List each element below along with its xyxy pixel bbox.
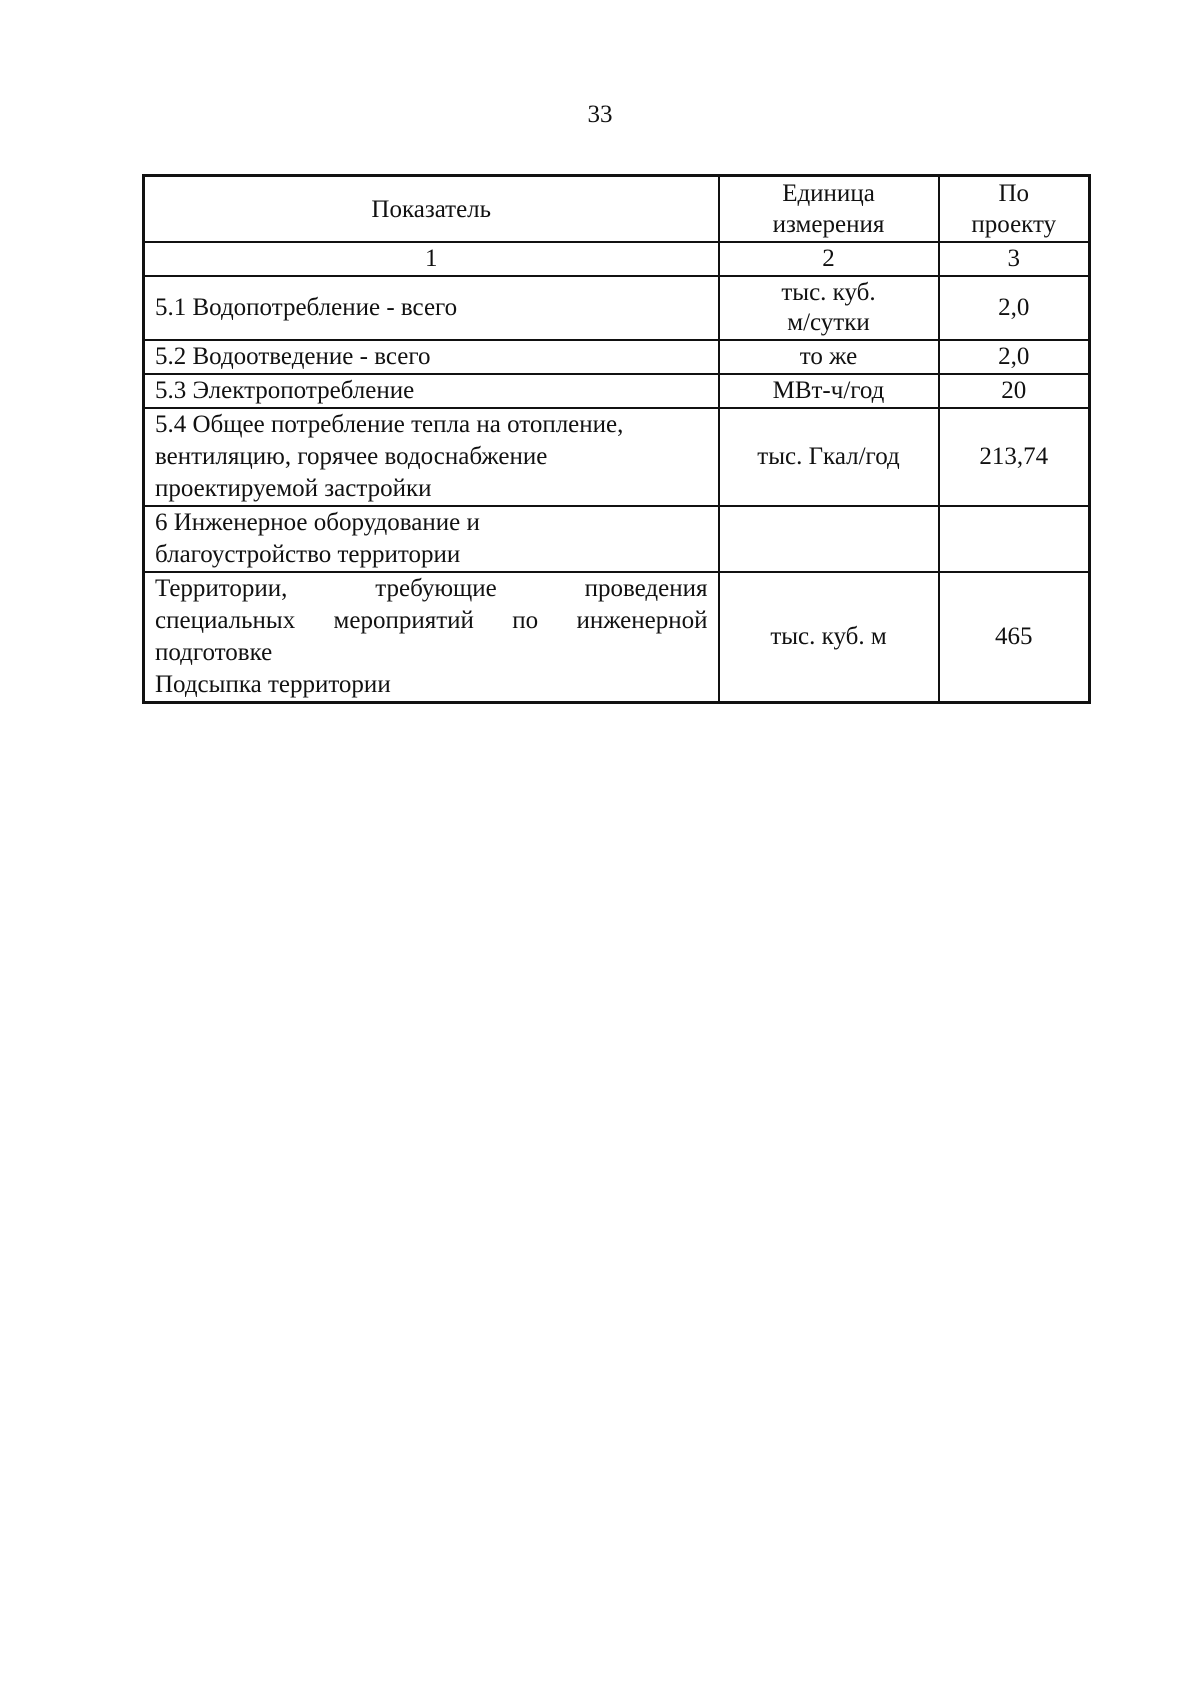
table-row bbox=[144, 276, 1090, 340]
table-row bbox=[144, 408, 1090, 506]
row-unit bbox=[719, 276, 939, 340]
row-indicator-line: 5.3 Электропотребление bbox=[155, 377, 415, 404]
page-number: 33 bbox=[587, 101, 613, 128]
row-value: 2,0 bbox=[939, 276, 1090, 340]
row-indicator bbox=[144, 572, 719, 703]
section-row bbox=[144, 506, 1090, 572]
row-indicator-line: Территории, требующие проведения bbox=[155, 575, 708, 602]
section-heading-line: благоустройство территории bbox=[155, 541, 461, 568]
header-project-line2: проекту bbox=[971, 211, 1057, 238]
column-numbers-row bbox=[144, 242, 1090, 276]
row-indicator-line: проектируемой застройки bbox=[155, 475, 432, 502]
table-row bbox=[144, 374, 1090, 408]
column-number-2: 2 bbox=[719, 242, 939, 276]
row-unit-line: м/сутки bbox=[787, 309, 870, 336]
column-number-3: 3 bbox=[939, 242, 1090, 276]
row-indicator-line: 5.1 Водопотребление - всего bbox=[155, 294, 458, 321]
header-project bbox=[939, 176, 1090, 243]
row-indicator bbox=[144, 374, 719, 408]
row-indicator-line: подготовке bbox=[155, 639, 273, 666]
row-value: 20 bbox=[939, 374, 1090, 408]
row-unit bbox=[719, 506, 939, 572]
row-indicator bbox=[144, 276, 719, 340]
header-indicator-label: Показатель bbox=[371, 195, 492, 223]
row-indicator-line: вентиляцию, горячее водоснабжение bbox=[155, 443, 548, 470]
row-indicator-line: 5.4 Общее потребление тепла на отопление, bbox=[155, 411, 624, 438]
row-value: 465 bbox=[939, 572, 1090, 703]
header-indicator bbox=[144, 176, 719, 243]
row-unit-line: тыс. Гкал/год bbox=[757, 443, 900, 470]
header-unit-line1: Единица bbox=[782, 180, 875, 207]
section-heading bbox=[144, 506, 719, 572]
table-row bbox=[144, 572, 1090, 703]
row-indicator bbox=[144, 340, 719, 374]
indicators-table bbox=[142, 174, 1091, 704]
row-value: 213,74 bbox=[939, 408, 1090, 506]
row-indicator-line: специальных мероприятий по инженерной bbox=[155, 607, 708, 634]
row-unit-line: тыс. куб. bbox=[781, 279, 876, 306]
row-unit bbox=[719, 374, 939, 408]
row-value bbox=[939, 506, 1090, 572]
header-unit bbox=[719, 176, 939, 243]
row-unit-line: то же bbox=[799, 343, 858, 370]
column-number-1: 1 bbox=[144, 242, 719, 276]
row-unit bbox=[719, 340, 939, 374]
row-unit-line: МВт-ч/год bbox=[772, 377, 885, 404]
header-unit-line2: измерения bbox=[772, 211, 885, 238]
row-unit bbox=[719, 408, 939, 506]
row-indicator bbox=[144, 408, 719, 506]
row-unit-line: тыс. куб. м bbox=[770, 623, 887, 650]
row-indicator-line: 5.2 Водоотведение - всего bbox=[155, 343, 431, 370]
row-value: 2,0 bbox=[939, 340, 1090, 374]
row-unit bbox=[719, 572, 939, 703]
header-project-line1: По bbox=[998, 180, 1030, 207]
table-row bbox=[144, 340, 1090, 374]
row-indicator-line: Подсыпка территории bbox=[155, 671, 391, 698]
table-header-row bbox=[144, 176, 1090, 243]
section-heading-line: 6 Инженерное оборудование и bbox=[155, 509, 480, 536]
